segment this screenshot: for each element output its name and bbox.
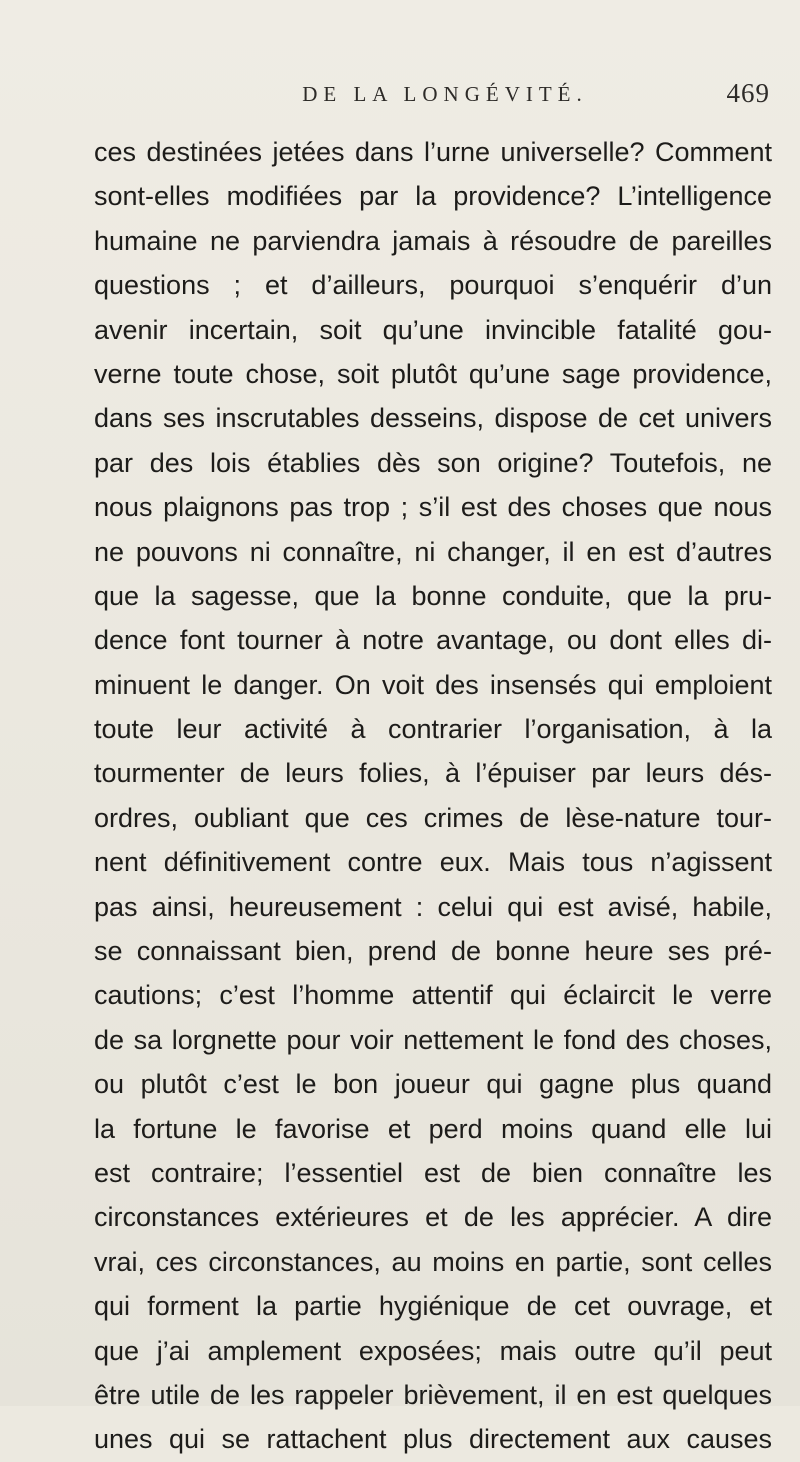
body-text <box>94 130 772 1462</box>
text-line: ces destinées jetées dans l’urne universelle? Comment <box>94 137 772 167</box>
text-line: de sa lorgnette pour voir nettement le fond des choses, <box>94 1024 772 1055</box>
text-line: se connaissant bien, prend de bonne heure ses pré- <box>94 936 772 967</box>
text-line: humaine ne parviendra jamais à résoudre de pareilles <box>94 225 772 256</box>
text-line: avenir incertain, soit qu’une invincible fatalité gou- <box>94 314 772 345</box>
text-line: qui forment la partie hygiénique de cet ouvrage, et <box>94 1291 772 1322</box>
text-line: que j’ai amplement exposées; mais outre qu’il peut <box>94 1335 772 1366</box>
text-line: ou plutôt c’est le bon joueur qui gagne plus quand <box>94 1069 772 1100</box>
text-line: ne pouvons ni connaître, ni changer, il en est d’autres <box>94 536 772 567</box>
text-line: circonstances extérieures et de les apprécier. A dire <box>94 1202 772 1233</box>
text-line: dans ses inscrutables desseins, dispose de cet univers <box>94 403 772 434</box>
text-line: questions ; et d’ailleurs, pourquoi s’enquérir d’un <box>94 270 772 301</box>
text-line: unes qui se rattachent plus directement aux causes <box>94 1424 772 1455</box>
text-line: que la sagesse, que la bonne conduite, que la pru- <box>94 580 772 611</box>
text-line: minuent le danger. On voit des insensés qui emploient <box>94 669 772 700</box>
text-line: est contraire; l’essentiel est de bien connaître les <box>94 1157 772 1188</box>
text-line: vrai, ces circonstances, au moins en partie, sont celles <box>94 1246 772 1277</box>
text-line: tourmenter de leurs folies, à l’épuiser par leurs dés- <box>94 758 772 789</box>
running-title: DE LA LONGÉVITÉ. <box>302 82 588 106</box>
text-line: dence font tourner à notre avantage, ou dont elles di- <box>94 625 772 656</box>
text-line: ordres, oubliant que ces crimes de lèse-nature tour- <box>94 802 772 833</box>
text-line: être utile de les rappeler brièvement, il en est quelques <box>94 1379 772 1410</box>
running-head <box>90 78 770 112</box>
text-line: nent définitivement contre eux. Mais tous n’agissent <box>94 847 772 878</box>
text-line: verne toute chose, soit plutôt qu’une sage providence, <box>94 358 772 389</box>
text-line: nous plaignons pas trop ; s’il est des choses que nous <box>94 492 772 523</box>
text-line: sont-elles modifiées par la providence? L’intelligence <box>94 181 772 212</box>
text-line: la fortune le favorise et perd moins quand elle lui <box>94 1113 772 1144</box>
page-number: 469 <box>726 78 770 108</box>
text-line: par des lois établies dès son origine? Toutefois, ne <box>94 447 772 478</box>
text-line: toute leur activité à contrarier l’organisation, à la <box>94 714 772 745</box>
text-line: pas ainsi, heureusement : celui qui est avisé, habile, <box>94 891 772 922</box>
text-line: cautions; c’est l’homme attentif qui éclaircit le verre <box>94 980 772 1011</box>
